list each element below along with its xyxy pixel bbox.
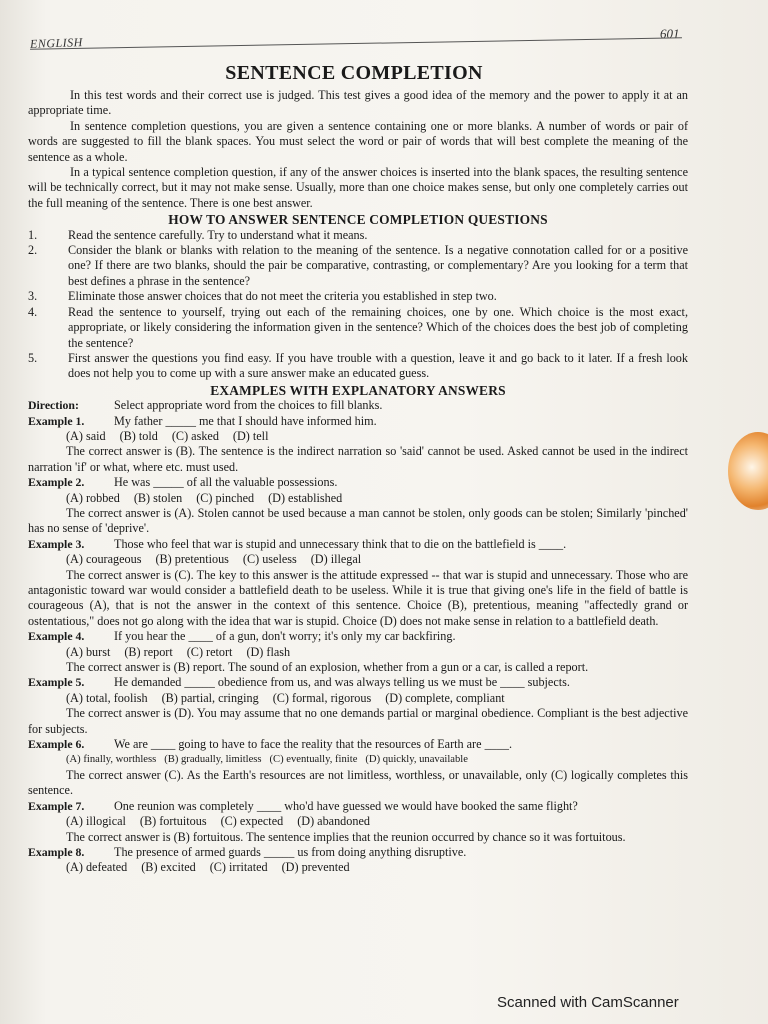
step-item (28, 289, 688, 304)
direction-line (28, 398, 688, 413)
example-question-row (28, 737, 688, 752)
example-options (66, 860, 688, 875)
examples-heading: EXAMPLES WITH EXPLANATORY ANSWERS (210, 382, 506, 398)
example-options (66, 429, 688, 444)
example-label: Example 2. (28, 475, 85, 490)
example-question-row (28, 475, 688, 490)
step-item (28, 351, 688, 382)
example-question: My father _____ me that I should have informed him. (114, 413, 377, 428)
answer-option: (D) quickly, unavailable (365, 754, 468, 766)
answer-option: (A) robbed (66, 490, 120, 505)
answer-option: (A) finally, worthless (66, 754, 157, 766)
answer-option: (A) burst (66, 644, 111, 659)
example-label: Example 6. (28, 737, 85, 752)
answer-option: (B) partial, cringing (161, 690, 259, 705)
running-header-subject: ENGLISH (29, 35, 84, 51)
example-question-row (28, 629, 688, 644)
example-question: The presence of armed guards _____ us from doing anything disruptive. (114, 844, 467, 859)
step-number: 1. (28, 227, 38, 242)
example-explanation: The correct answer is (B) report. The sound of an explosion, whether from a gun or a car, is called a report. (66, 660, 589, 675)
step-text: First answer the questions you find easy. If you have trouble with a question, leave it and go back to it later. If a fresh look does not help you to come up with a sure answer make an educated guess. (68, 350, 688, 381)
example-explanation: The correct answer is (A). Stolen cannot be used because a man cannot be stolen, only goods can be stolen; Similarly 'pinched' has no sense of 'deprive'. (28, 505, 688, 536)
step-number: 5. (28, 350, 38, 365)
example-label: Example 8. (28, 844, 85, 859)
answer-option: (A) defeated (66, 860, 128, 875)
direction-text: Select appropriate word from the choices to fill blanks. (114, 398, 383, 413)
example-question-row (28, 537, 688, 552)
example-question-row (28, 799, 688, 814)
example-question: We are ____ going to have to face the reality that the resources of Earth are ____. (114, 737, 512, 752)
answer-option: (C) expected (220, 814, 284, 829)
page-title: SENTENCE COMPLETION (225, 62, 483, 84)
answer-option: (B) excited (141, 860, 196, 875)
example-options (66, 645, 688, 660)
answer-option: (B) pretentious (155, 552, 229, 567)
example-explanation: The correct answer is (D). You may assume that no one demands partial or marginal obedience. Compliant is the best adjective for subjects. (28, 706, 688, 736)
example-question-row (28, 414, 688, 429)
example-label: Example 7. (28, 798, 85, 813)
answer-option: (C) eventually, finite (269, 754, 358, 766)
answer-option: (A) courageous (66, 552, 142, 567)
example-options (66, 691, 688, 706)
answer-option: (C) formal, rigorous (272, 690, 372, 705)
intro-paragraph-2: In sentence completion questions, you are given a sentence containing one or more blanks. A number of words or pair of words are suggested to fill the blank spaces. You must select the word or pair of words that will best complete the meaning of the sentence as a whole. (28, 118, 688, 164)
example-options (66, 814, 688, 829)
page-number: 601 (660, 26, 680, 41)
answer-option: (D) tell (232, 428, 269, 443)
step-number: 4. (28, 304, 38, 319)
example-label: Example 1. (28, 413, 85, 428)
answer-option: (D) abandoned (297, 814, 370, 829)
example-explanation: The correct answer is (C). The key to this answer is the attitude expressed -- that war is stupid and unnecessary. Those who are antagonistic toward war would consider a battlefield death to be useless. While it is true that giving one's life in the field of battle is courageous (A), that is not the answer in the context of this sentence. Choice (B), pretentious, meaning "affectedly grand or ostentatious," does not go along with the idea that war is stupid. Choice (D) does not make sense in relation to a battlefield death. (28, 567, 688, 628)
step-item (28, 305, 688, 351)
answer-option: (C) retort (186, 644, 233, 659)
example-question-row (28, 675, 688, 690)
answer-option: (C) pinched (196, 490, 255, 505)
page-body (28, 88, 688, 876)
step-text: Read the sentence carefully. Try to understand what it means. (68, 227, 368, 242)
example-question: If you hear the ____ of a gun, don't worry; it's only my car backfiring. (114, 629, 456, 644)
example-question: He demanded _____ obedience from us, and was always telling us we must be ____ subjects. (114, 675, 570, 690)
answer-option: (D) established (268, 490, 343, 505)
answer-option: (B) gradually, limitless (164, 754, 262, 766)
direction-label: Direction: (28, 398, 79, 413)
answer-option: (B) report (124, 644, 173, 659)
answer-option: (D) prevented (281, 860, 350, 875)
intro-paragraph-1: In this test words and their correct use is judged. This test gives a good idea of the memory and the power to apply it at an appropriate time. (28, 88, 688, 118)
example-explanation: The correct answer is (B) fortuitous. The sentence implies that the reunion occurred by chance so it was fortuitous. (66, 829, 626, 844)
example-question: Those who feel that war is stupid and unnecessary think that to die on the battlefield is ____. (114, 536, 567, 551)
header-rule (30, 37, 682, 49)
step-text: Consider the blank or blanks with relation to the meaning of the sentence. Is a negative connotation called for or a positive one? If there are two blanks, should the pair be comparative, contrasting, or complementary? Are you looking for a term that best defines a phrase in the sentence? (68, 243, 688, 288)
answer-option: (C) irritated (209, 860, 268, 875)
scanner-watermark: Scanned with CamScanner (497, 994, 679, 1011)
answer-option: (C) asked (171, 428, 219, 443)
example-explanation: The correct answer is (B). The sentence is the indirect narration so 'said' cannot be used. Asked cannot be used in the indirect narration 'if' or what, where etc. must used. (28, 444, 688, 474)
example-question-row (28, 845, 688, 860)
example-options (66, 752, 688, 767)
step-item (28, 228, 688, 243)
example-question: He was _____ of all the valuable possessions. (114, 475, 338, 490)
step-number: 3. (28, 289, 38, 304)
intro-paragraph-3: In a typical sentence completion question, if any of the answer choices is inserted into the blank spaces, the resulting sentence will be technically correct, but it may not make sense. Usually, more than one choice makes sense, but only one completely carries out the full meaning of the sentence. There is one best answer. (28, 165, 688, 210)
answer-option: (D) complete, compliant (385, 690, 505, 705)
answer-option: (B) fortuitous (139, 814, 207, 829)
example-options (66, 491, 688, 506)
answer-option: (A) illogical (66, 814, 126, 829)
example-question: One reunion was completely ____ who'd have guessed we would have booked the same flight? (114, 798, 578, 813)
answer-option: (A) said (66, 428, 106, 443)
example-label: Example 4. (28, 629, 85, 644)
step-text: Eliminate those answer choices that do not meet the criteria you established in step two. (68, 289, 497, 304)
answer-option: (C) useless (242, 552, 297, 567)
example-explanation: The correct answer (C). As the Earth's resources are not limitless, worthless, or unavailable, only (C) logically completes this sentence. (28, 767, 688, 798)
example-options (66, 552, 688, 567)
how-to-heading: HOW TO ANSWER SENTENCE COMPLETION QUESTIONS (168, 212, 548, 228)
answer-option: (B) stolen (133, 490, 183, 505)
step-text: Read the sentence to yourself, trying out each of the remaining choices, one by one. Which choice is the most exact, appropriate, or likely considering the information given in the sentence? Which of the choices does the best job of completing the sentence? (68, 304, 688, 350)
answer-option: (D) flash (246, 644, 291, 659)
examples-list (28, 414, 688, 876)
step-number: 2. (28, 243, 38, 258)
answer-option: (A) total, foolish (66, 690, 148, 705)
finger-smudge (728, 432, 768, 510)
example-label: Example 3. (28, 536, 85, 551)
step-item (28, 243, 688, 289)
answer-option: (D) illegal (310, 552, 362, 567)
example-label: Example 5. (28, 675, 85, 690)
answer-option: (B) told (119, 428, 158, 443)
